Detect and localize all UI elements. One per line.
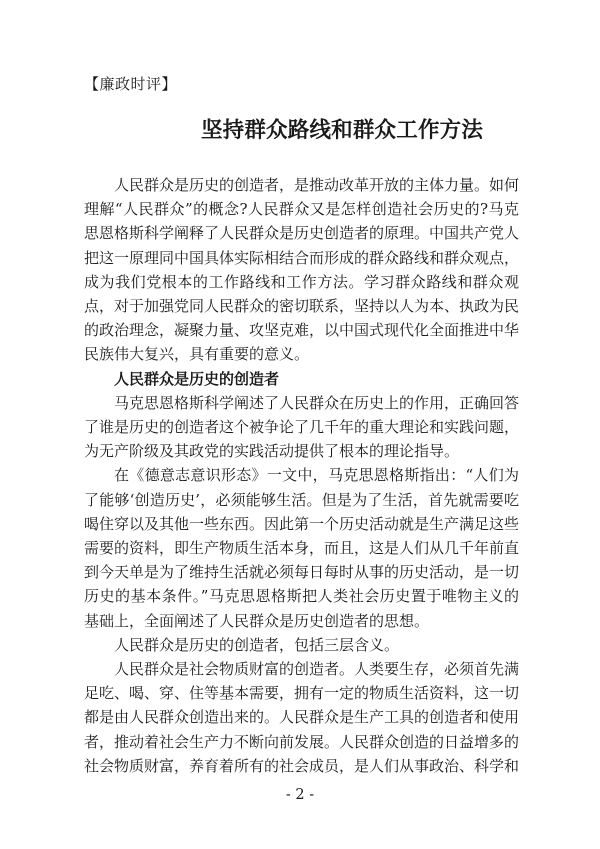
section-tag: 【廉政时评】 (84, 75, 178, 93)
body-paragraph: 在《德意志意识形态》一文中，马克思恩格斯指出：“人们为了能够‘创造历史’，必须能够生活。但是为了生活，首先就需要吃喝住穿以及其他一些东西。因此第一个历史活动就是生产满足这些需要的资料，即生产物质生活本身，而且，这是人们从几千年前直到今天单是为了维持生活就必须每日每时从事的历史活动，是一切历史的基本条件。”马克思恩格斯把人类社会历史置于唯物主义的基础上，全面阐述了人民群众是历史创造者的思想。 (84, 466, 520, 630)
page-number: - 2 - (285, 787, 315, 803)
document-title: 坚持群众路线和群众工作方法 (200, 118, 484, 143)
body-paragraph: 人民群众是历史的创造者，是推动改革开放的主体力量。如何理解“人民群众”的概念?人民群众又是怎样创造社会历史的?马克思恩格斯科学阐释了人民群众是历史创造者的原理。中国共产党人把这一原理同中国具体实际相结合而形成的群众路线和群众观点，成为我们党根本的工作路线和工作方法。学习群众路线和群众观点，对于加强党同人民群众的密切联系，坚持以人为本、执政为民的政治理念，凝聚力量、攻坚克难，以中国式现代化全面推进中华民族伟大复兴，具有重要的意义。 (84, 176, 520, 364)
section-subheading: 人民群众是历史的创造者 (114, 369, 280, 388)
body-paragraph: 人民群众是历史的创造者，包括三层含义。 (114, 635, 400, 654)
body-paragraph: 人民群众是社会物质财富的创造者。人类要生存，必须首先满足吃、喝、穿、住等基本需要，拥有一定的物质生活资料，这一切都是由人民群众创造出来的。人民群众是生产工具的创造者和使用者，推动着社会生产力不断向前发展。人民群众创造的日益增多的社会物质财富，养育着所有的社会成员，是人们从事政治、科学和 (84, 660, 520, 775)
body-paragraph: 马克思恩格斯科学阐述了人民群众在历史上的作用，正确回答了谁是历史的创造者这个被争论了几千年的重大理论和实践问题，为无产阶级及其政党的实践活动提供了根本的理论指导。 (84, 393, 520, 461)
document-body (84, 173, 519, 778)
